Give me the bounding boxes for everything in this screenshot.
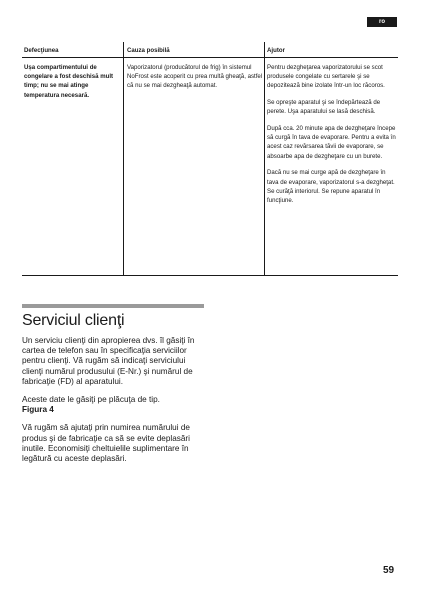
- header-cause: Cauza posibilă: [127, 47, 170, 54]
- header-defect: Defecţiunea: [24, 47, 59, 54]
- paragraph: Vă rugăm să ajutaţi prin numirea numărului de produs şi de fabricaţie ca să se evite deplasări inutile. Economisiţi cheltuielile suplimentare în legătură cu aceste deplasări.: [22, 423, 190, 464]
- section-title: Serviciul clienţi: [22, 312, 125, 329]
- section-body: [22, 336, 207, 472]
- paragraph-text: Aceste date le găsiţi pe plăcuţa de tip.: [22, 395, 160, 405]
- remedy-step: După cca. 20 minute apa de dezgheţare începe să curgă în tava de evaporare. Pentru a evita în acest caz revărsarea tăvii de evaporare, se absoarbe apa de dezgheţare cu un burete.: [267, 125, 396, 160]
- header-remedy: Ajutor: [267, 47, 285, 54]
- cell-cause: Vaporizatorul (producătorul de frig) în sistemul NoFrost este acoperit cu prea multă gheaţă, astfel că nu se mai dezgheaţă automat.: [127, 64, 263, 90]
- table-header-row: [22, 42, 398, 58]
- cell-remedy: [264, 58, 398, 275]
- language-badge: ro: [367, 17, 397, 27]
- figure-reference: Figura 4: [22, 405, 54, 415]
- section-rule: [22, 304, 204, 308]
- table-divider: [264, 42, 265, 275]
- troubleshooting-table: [22, 42, 398, 276]
- remedy-step: Pentru dezgheţarea vaporizatorului se scot produsele congelate cu sertarele şi se depozitează bine izolate într-un loc răcoros.: [267, 64, 385, 90]
- remedy-step: Se opreşte aparatul şi se îndepărtează de perete. Uşa aparatului se lasă deschisă.: [267, 99, 381, 116]
- cell-defect: Ușa compartimentului de congelare a fost deschisă mult timp; nu se mai atinge temperatura necesară.: [24, 64, 114, 99]
- paragraph: Un serviciu clienţi din apropierea dvs. îl găsiţi în cartea de telefon sau în specificaţia serviciilor pentru clienţi. Vă rugăm să indicaţi serviciului clienţi numărul produsului (E-Nr.) şi numărul de fabricaţie (FD) al aparatului.: [22, 336, 195, 386]
- page-number: 59: [383, 565, 395, 576]
- table-divider: [123, 42, 124, 275]
- table-row: [22, 58, 398, 276]
- remedy-step: Dacă nu se mai curge apă de dezgheţare în tava de evaporare, vaporizatorul s-a dezgheţat. Se curăţă interiorul. Se repune aparatul în funcţiune.: [267, 169, 395, 204]
- paragraph: [22, 395, 207, 415]
